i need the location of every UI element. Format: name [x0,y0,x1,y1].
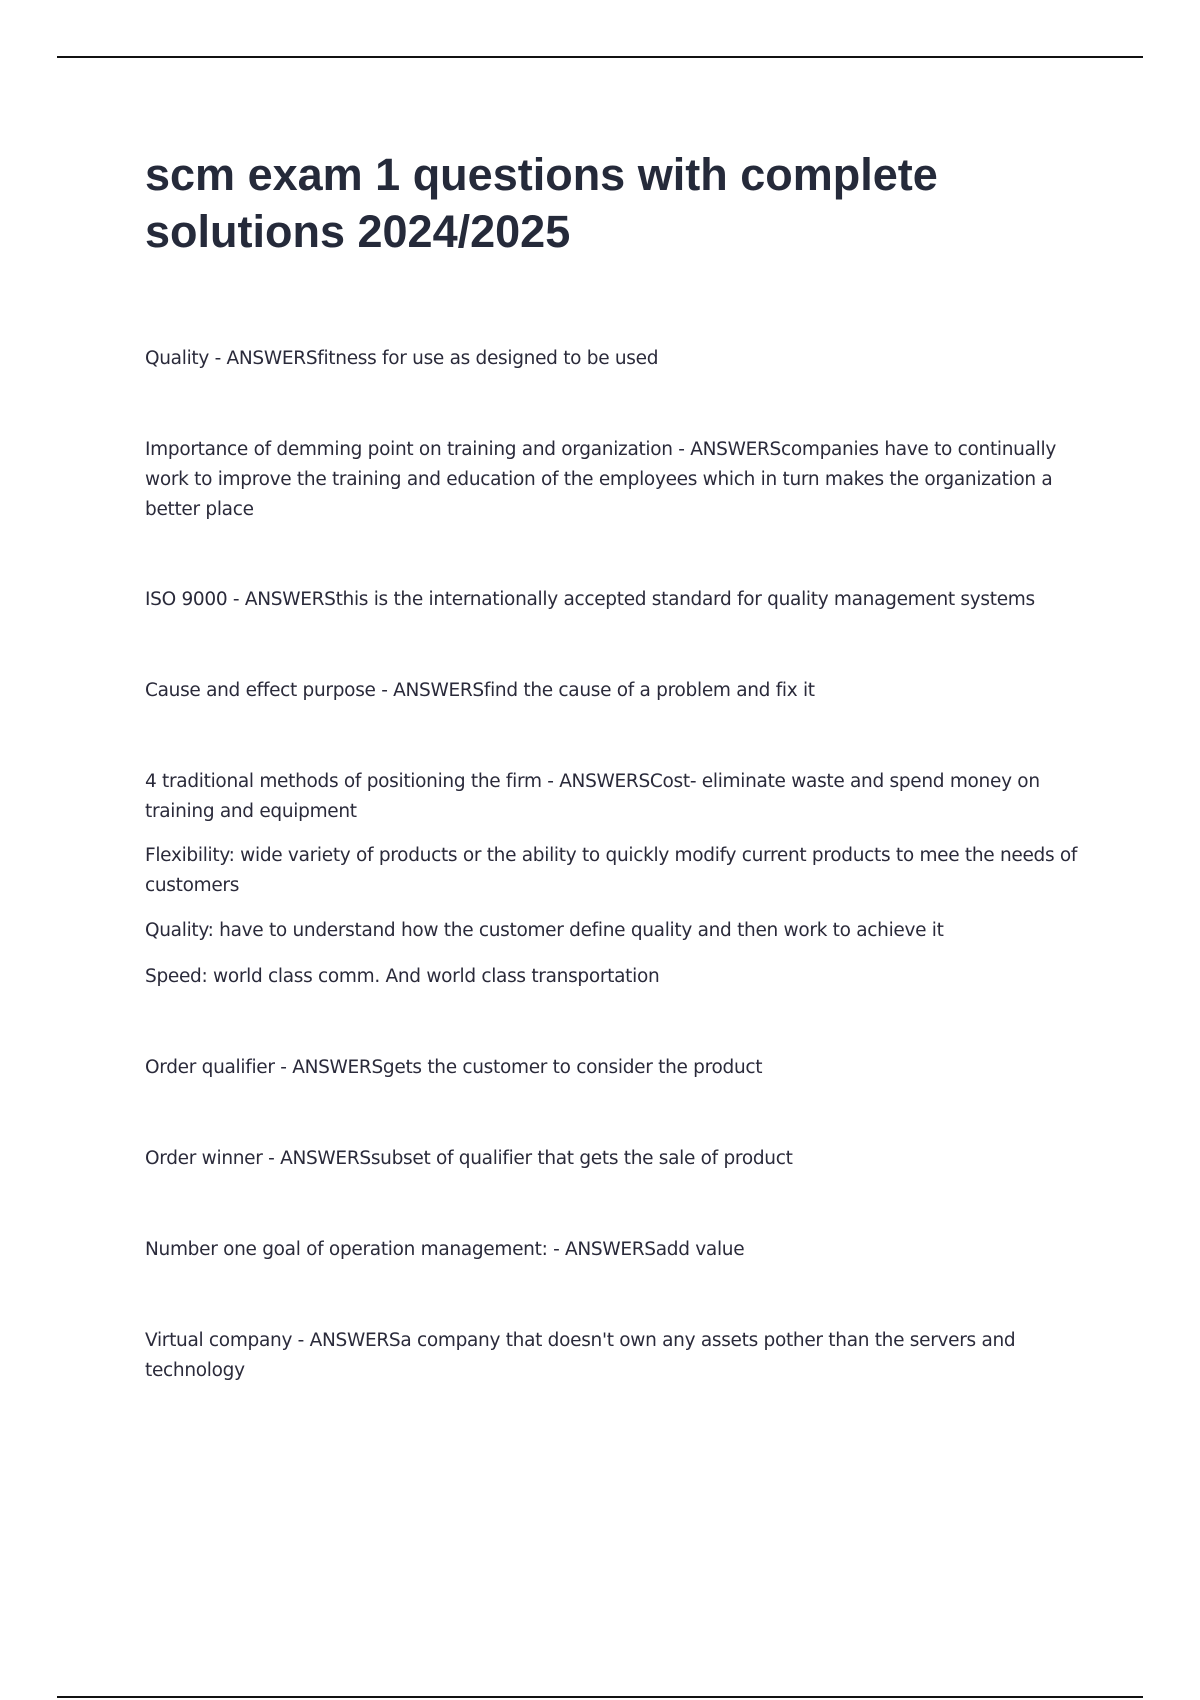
qa-entry-demming: Importance of demming point on training and organization - ANSWERScompanies have to continually work to improve the training and education of the employees which in turn makes the organization a better place [145,439,1056,520]
qa-entry-positioning: 4 traditional methods of positioning the firm - ANSWERSCost- eliminate waste and spend money on training and equipment [145,771,1040,822]
qa-entry-virtual-company: Virtual company - ANSWERSa company that doesn't own any assets pother than the servers and technology [145,1330,1016,1381]
positioning-flexibility: Flexibility: wide variety of products or the ability to quickly modify current products to mee the needs of customers [145,845,1078,896]
positioning-speed: Speed: world class comm. And world class transportation [145,966,660,987]
qa-entry-order-winner: Order winner - ANSWERSsubset of qualifier that gets the sale of product [145,1148,793,1169]
qa-entry-goal: Number one goal of operation management: - ANSWERSadd value [145,1239,745,1260]
top-rule [57,56,1143,58]
bottom-rule [57,1696,1143,1698]
qa-entry-cause-effect: Cause and effect purpose - ANSWERSfind the cause of a problem and fix it [145,680,815,701]
positioning-quality: Quality: have to understand how the customer define quality and then work to achieve it [145,920,944,941]
page-title: scm exam 1 questions with complete solutions 2024/2025 [145,149,938,257]
qa-entry-iso-9000: ISO 9000 - ANSWERSthis is the internationally accepted standard for quality management systems [145,589,1035,610]
qa-entry-quality: Quality - ANSWERSfitness for use as designed to be used [145,348,659,369]
qa-entry-order-qualifier: Order qualifier - ANSWERSgets the customer to consider the product [145,1057,763,1078]
